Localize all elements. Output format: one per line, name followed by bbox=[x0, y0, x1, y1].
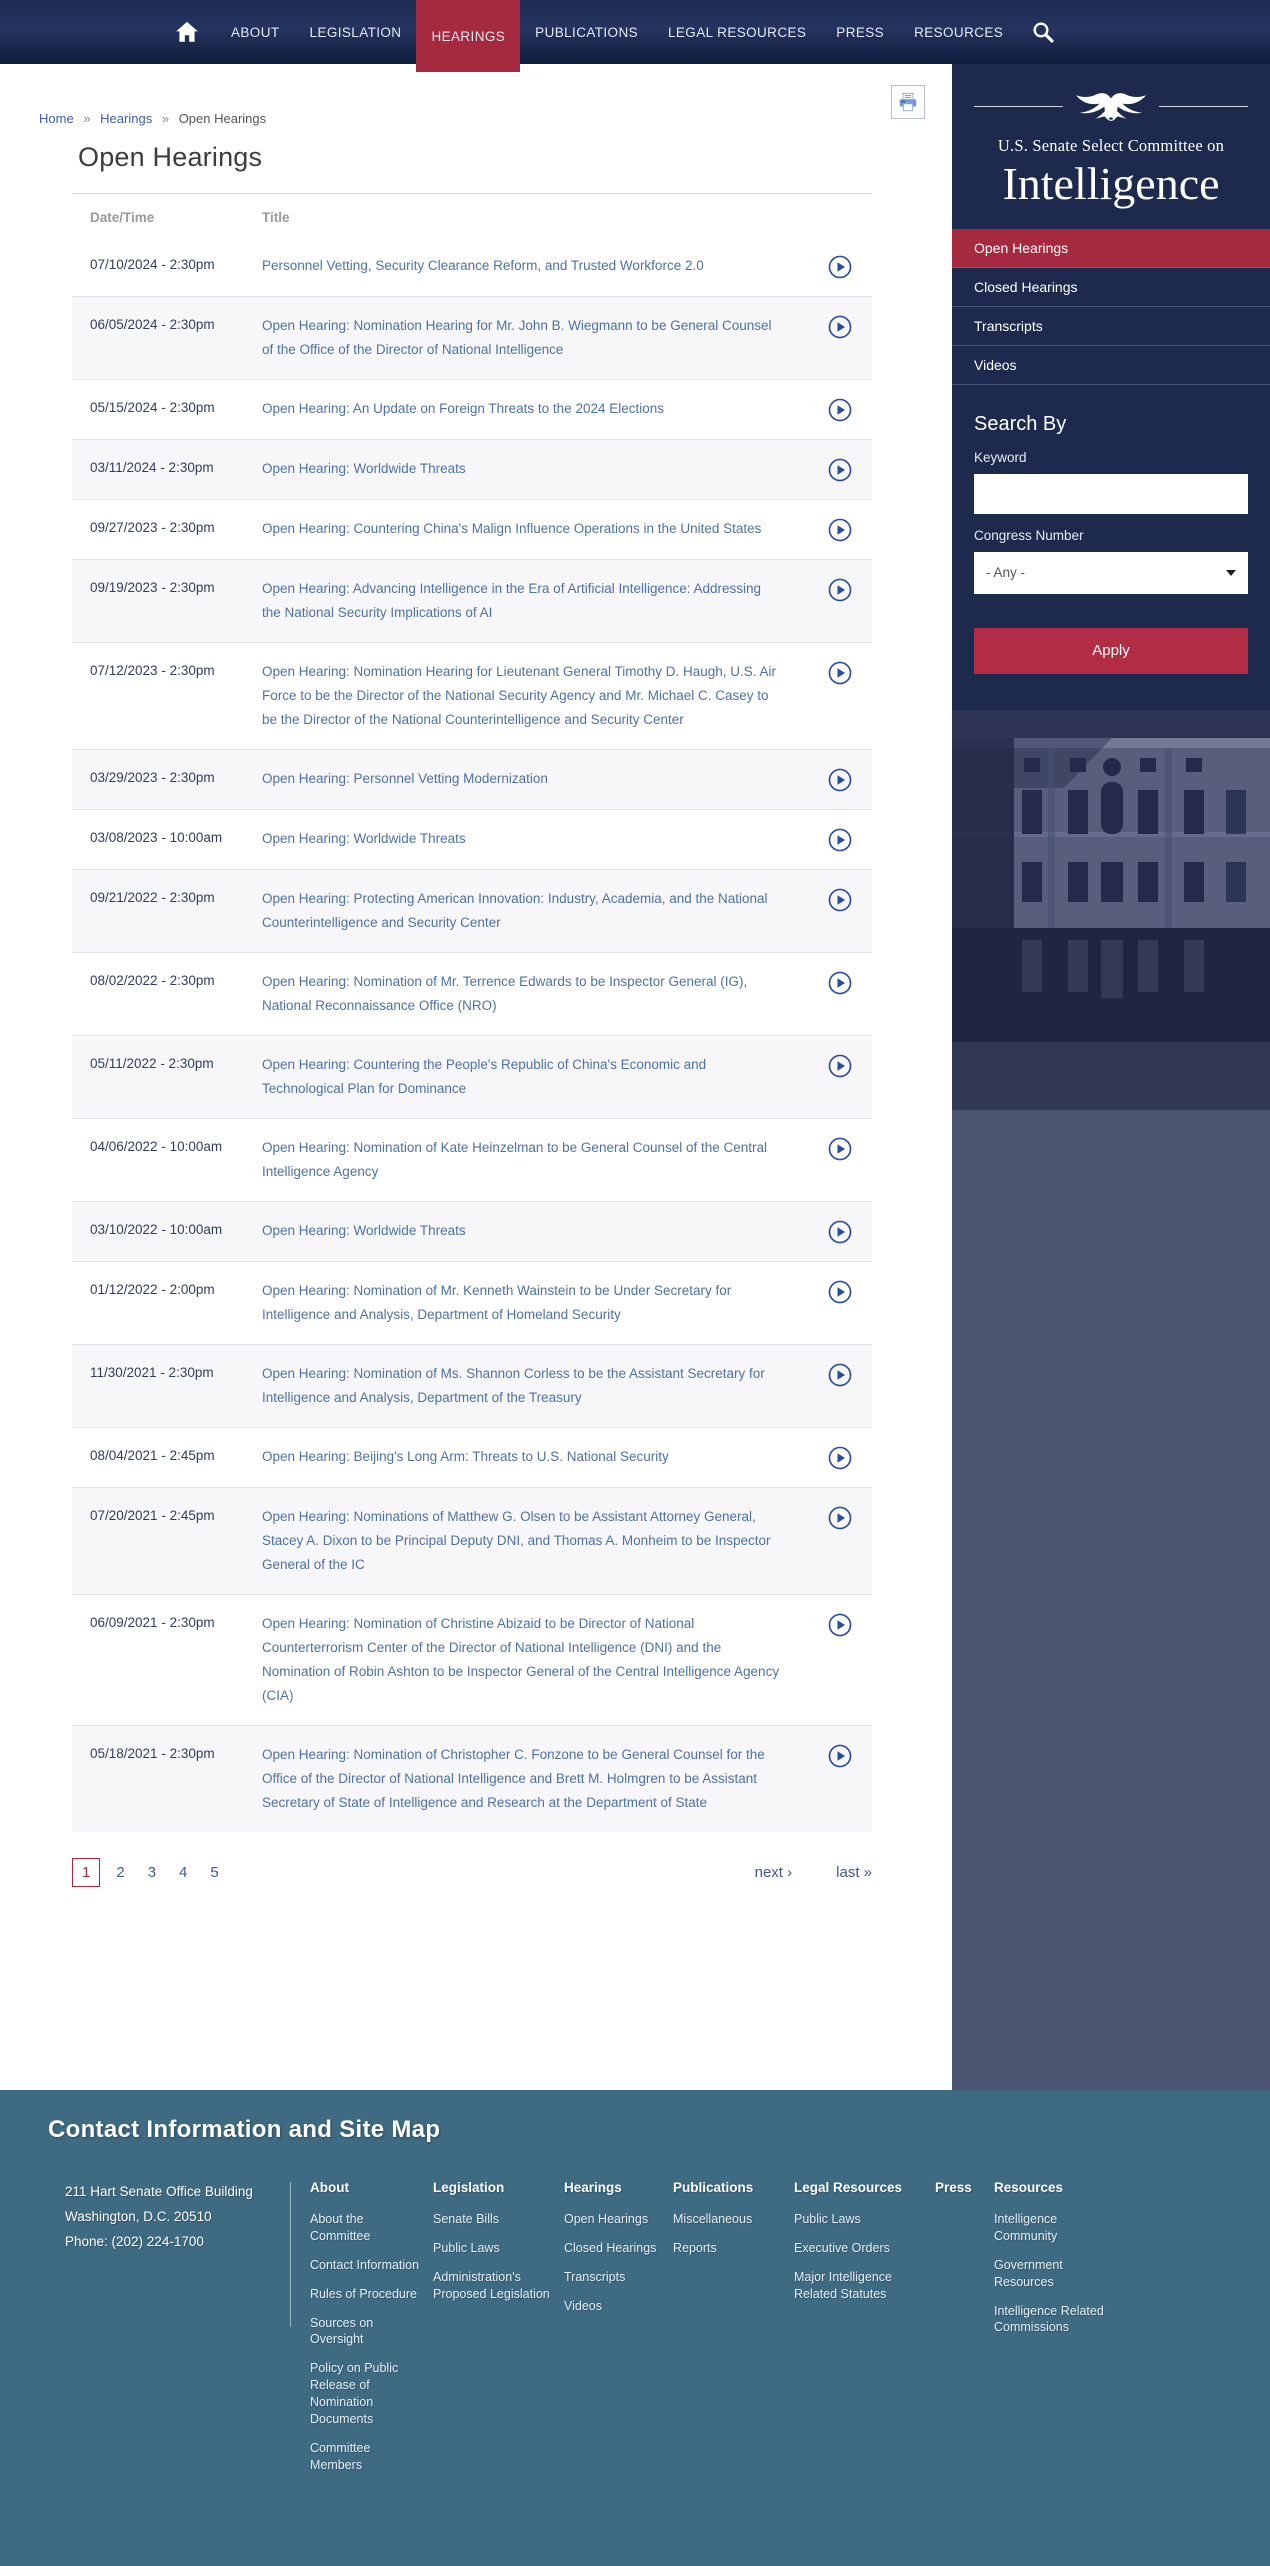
sidebar-item-videos[interactable]: Videos bbox=[952, 346, 1270, 385]
print-button[interactable] bbox=[891, 85, 925, 119]
play-cell bbox=[808, 254, 872, 279]
play-icon bbox=[828, 255, 852, 279]
footer-link-public-laws[interactable]: Public Laws bbox=[433, 2240, 500, 2255]
apply-button[interactable]: Apply bbox=[974, 628, 1248, 674]
hearing-title-link[interactable]: Open Hearing: Nomination of Mr. Terrence Edwards to be Inspector General (IG), National Reconnaissance Office (NRO) bbox=[262, 974, 748, 1014]
date-cell: 09/27/2023 - 2:30pm bbox=[90, 520, 215, 536]
sidebar bbox=[952, 64, 1270, 2090]
emblem-row bbox=[974, 88, 1248, 124]
chevron-down-icon bbox=[1226, 570, 1236, 576]
video-play-button[interactable] bbox=[828, 1220, 852, 1244]
hearing-title-link[interactable]: Open Hearing: Nomination of Kate Heinzelman to be General Counsel of the Central Intelligence Agency bbox=[262, 1140, 768, 1180]
video-play-button[interactable] bbox=[828, 1137, 852, 1161]
play-cell bbox=[808, 1053, 872, 1078]
title-cell bbox=[262, 767, 808, 791]
play-icon bbox=[828, 1280, 852, 1304]
date-cell: 05/15/2024 - 2:30pm bbox=[90, 400, 215, 416]
title-cell bbox=[262, 254, 808, 278]
footer-link-contact-information[interactable]: Contact Information bbox=[310, 2257, 420, 2272]
sidebar-item-transcripts[interactable]: Transcripts bbox=[952, 307, 1270, 346]
footer-column-title: Publications bbox=[673, 2180, 754, 2195]
date-cell: 03/08/2023 - 10:00am bbox=[90, 830, 223, 846]
video-play-button[interactable] bbox=[828, 1613, 852, 1637]
hearing-title-link[interactable]: Open Hearing: An Update on Foreign Threats to the 2024 Elections bbox=[262, 401, 665, 417]
footer-heading: Contact Information and Site Map bbox=[48, 2116, 441, 2143]
date-cell: 07/20/2021 - 2:45pm bbox=[90, 1508, 215, 1524]
date-cell: 09/21/2022 - 2:30pm bbox=[90, 890, 215, 906]
title-cell bbox=[262, 397, 808, 421]
footer-link-intelligence-community[interactable]: Intelligence Community bbox=[994, 2212, 1058, 2243]
hearing-title-link[interactable]: Open Hearing: Personnel Vetting Modernization bbox=[262, 771, 548, 787]
video-play-button[interactable] bbox=[828, 828, 852, 852]
pagination-page-5[interactable]: 5 bbox=[210, 1864, 219, 1882]
hearing-title-link[interactable]: Open Hearing: Nomination of Ms. Shannon Corless to be the Assistant Secretary for Intelligence and Analysis, Department of the Treasury bbox=[262, 1366, 765, 1406]
play-cell bbox=[808, 1505, 872, 1530]
play-cell bbox=[808, 517, 872, 542]
video-play-button[interactable] bbox=[828, 1506, 852, 1530]
play-icon bbox=[828, 1137, 852, 1161]
title-cell bbox=[262, 1743, 808, 1815]
date-cell: 09/19/2023 - 2:30pm bbox=[90, 580, 215, 596]
play-icon bbox=[828, 1363, 852, 1387]
congress-number-label: Congress Number bbox=[974, 527, 1084, 543]
congress-number-select[interactable] bbox=[974, 552, 1248, 594]
footer-link-government-resources[interactable]: Government Resources bbox=[994, 2257, 1063, 2289]
footer-link-executive-orders[interactable]: Executive Orders bbox=[794, 2240, 890, 2255]
play-icon bbox=[828, 1506, 852, 1530]
home-button[interactable] bbox=[158, 0, 216, 64]
footer-link-administration-s-proposed-legislation[interactable]: Administration's Proposed Legislation bbox=[433, 2269, 550, 2301]
table-row bbox=[72, 439, 872, 499]
nav-item-about[interactable]: ABOUT bbox=[231, 24, 280, 40]
date-cell: 03/10/2022 - 10:00am bbox=[90, 1222, 223, 1238]
table-row bbox=[72, 1201, 872, 1261]
table-body bbox=[72, 237, 872, 1832]
play-cell bbox=[808, 314, 872, 339]
page-title: Open Hearings bbox=[78, 142, 263, 172]
play-cell bbox=[808, 1279, 872, 1304]
table-row bbox=[72, 952, 872, 1035]
table-row bbox=[72, 379, 872, 439]
hearing-title-link[interactable]: Open Hearing: Worldwide Threats bbox=[262, 461, 466, 477]
brand-line2: Intelligence bbox=[1002, 158, 1220, 209]
video-play-button[interactable] bbox=[828, 661, 852, 685]
footer-column-hearings bbox=[564, 2180, 660, 2486]
play-icon bbox=[828, 1220, 852, 1244]
nav-search-button[interactable] bbox=[1018, 0, 1068, 64]
video-play-button[interactable] bbox=[828, 578, 852, 602]
hearing-title-link[interactable]: Open Hearing: Nomination of Christine Abizaid to be Director of National Counterterrorism Center of the Director of National Intelligence (DNI) and the Nomination of Robin Ashton to be Inspector General of the Central Intelligence Agency (CIA) bbox=[262, 1616, 780, 1704]
table-row bbox=[72, 1427, 872, 1487]
play-cell bbox=[808, 827, 872, 852]
title-cell bbox=[262, 577, 808, 625]
date-cell: 06/05/2024 - 2:30pm bbox=[90, 317, 215, 332]
play-icon bbox=[828, 971, 852, 995]
address-line: Phone: (202) 224-1700 bbox=[65, 2233, 204, 2249]
footer-link-committee-members[interactable]: Committee Members bbox=[310, 2440, 371, 2472]
video-play-button[interactable] bbox=[828, 1363, 852, 1387]
video-play-button[interactable] bbox=[828, 1744, 852, 1768]
hearing-title-link[interactable]: Open Hearing: Countering the People's Republic of China's Economic and Technological Plan for Dominance bbox=[262, 1057, 707, 1097]
play-icon bbox=[828, 1054, 852, 1078]
pagination-last-link[interactable]: last » bbox=[836, 1864, 872, 1882]
main-content bbox=[0, 64, 952, 2090]
play-icon bbox=[828, 458, 852, 482]
play-icon bbox=[828, 1446, 852, 1470]
emblem-rule-left bbox=[974, 106, 1063, 107]
pagination-next-link[interactable]: next › bbox=[754, 1864, 793, 1882]
breadcrumb-separator: » bbox=[83, 111, 91, 126]
video-play-button[interactable] bbox=[828, 518, 852, 542]
play-cell bbox=[808, 1445, 872, 1470]
footer-divider bbox=[290, 2182, 291, 2327]
play-icon bbox=[828, 315, 852, 339]
title-cell bbox=[262, 660, 808, 732]
pagination-pages bbox=[116, 1864, 241, 1881]
title-cell bbox=[262, 517, 808, 541]
sidebar-nav bbox=[952, 229, 1270, 385]
footer-columns-row bbox=[0, 2144, 1270, 2486]
play-icon bbox=[828, 578, 852, 602]
play-cell bbox=[808, 887, 872, 912]
emblem-rule-right bbox=[1159, 106, 1248, 107]
hearing-title-link[interactable]: Open Hearing: Nomination Hearing for Mr. John B. Wiegmann to be General Counsel of the Office of the Director of National Intelligence bbox=[262, 318, 772, 358]
top-navigation bbox=[0, 0, 1270, 64]
title-cell bbox=[262, 827, 808, 851]
footer-column-publications bbox=[673, 2180, 781, 2486]
footer-link-senate-bills[interactable]: Senate Bills bbox=[433, 2212, 500, 2226]
footer-column-legal-resources bbox=[794, 2180, 922, 2486]
title-cell bbox=[262, 970, 808, 1018]
printer-icon bbox=[897, 91, 919, 113]
video-play-button[interactable] bbox=[828, 888, 852, 912]
play-icon bbox=[828, 768, 852, 792]
play-cell bbox=[808, 1219, 872, 1244]
hearing-title-link[interactable]: Open Hearing: Beijing's Long Arm: Threats to U.S. National Security bbox=[262, 1449, 669, 1465]
pagination bbox=[72, 1858, 872, 1887]
date-cell: 03/29/2023 - 2:30pm bbox=[90, 770, 215, 786]
table-row bbox=[72, 296, 872, 379]
video-play-button[interactable] bbox=[828, 315, 852, 339]
play-icon bbox=[828, 518, 852, 542]
video-play-button[interactable] bbox=[828, 255, 852, 279]
table-row bbox=[72, 1261, 872, 1344]
breadcrumb-hearings-link[interactable]: Hearings bbox=[100, 111, 153, 126]
search-icon bbox=[1031, 20, 1055, 44]
date-cell: 04/06/2022 - 10:00am bbox=[90, 1139, 223, 1155]
play-cell bbox=[808, 660, 872, 685]
title-cell bbox=[262, 1505, 808, 1577]
nav-item-hearings[interactable]: HEARINGS bbox=[416, 0, 520, 72]
footer-link-rules-of-procedure[interactable]: Rules of Procedure bbox=[310, 2286, 418, 2301]
title-cell bbox=[262, 314, 808, 362]
video-play-button[interactable] bbox=[828, 1054, 852, 1078]
keyword-label: Keyword bbox=[974, 449, 1027, 465]
footer-link-transcripts[interactable]: Transcripts bbox=[564, 2269, 626, 2284]
pagination-current-page: 1 bbox=[72, 1858, 100, 1887]
footer-column-title: Legal Resources bbox=[794, 2180, 903, 2195]
table-row bbox=[72, 749, 872, 809]
footer-link-closed-hearings[interactable]: Closed Hearings bbox=[564, 2240, 657, 2255]
breadcrumb-current: Open Hearings bbox=[178, 111, 267, 126]
title-cell bbox=[262, 1219, 808, 1243]
pagination-page-3[interactable]: 3 bbox=[147, 1864, 157, 1882]
sidebar-item-open-hearings[interactable]: Open Hearings bbox=[952, 229, 1270, 268]
play-cell bbox=[808, 457, 872, 482]
video-play-button[interactable] bbox=[828, 768, 852, 792]
title-cell bbox=[262, 1445, 808, 1469]
table-row bbox=[72, 499, 872, 559]
play-icon bbox=[828, 1744, 852, 1768]
footer-address bbox=[65, 2180, 270, 2255]
footer-column-title: About bbox=[310, 2180, 349, 2195]
title-cell bbox=[262, 1612, 808, 1708]
hearing-title-link[interactable]: Open Hearing: Advancing Intelligence in the Era of Artificial Intelligence: Addressing the National Security Implications of AI bbox=[262, 581, 762, 621]
sidebar-item-closed-hearings[interactable]: Closed Hearings bbox=[952, 268, 1270, 307]
play-icon bbox=[828, 398, 852, 422]
brand-line1: U.S. Senate Select Committee on bbox=[997, 136, 1225, 155]
column-header-title: Title bbox=[262, 210, 290, 225]
play-icon bbox=[828, 888, 852, 912]
hearing-title-link[interactable]: Open Hearing: Protecting American Innovation: Industry, Academia, and the National Counterintelligence and Security Center bbox=[262, 891, 768, 931]
hearing-title-link[interactable]: Open Hearing: Worldwide Threats bbox=[262, 831, 466, 847]
play-cell bbox=[808, 970, 872, 995]
table-row bbox=[72, 809, 872, 869]
pagination-page-2[interactable]: 2 bbox=[116, 1864, 125, 1882]
footer-column-about bbox=[310, 2180, 420, 2486]
footer-column-title: Resources bbox=[994, 2180, 1064, 2195]
video-play-button[interactable] bbox=[828, 458, 852, 482]
table-row bbox=[72, 869, 872, 952]
date-cell: 05/18/2021 - 2:30pm bbox=[90, 1746, 215, 1762]
keyword-input[interactable] bbox=[974, 474, 1248, 514]
play-cell bbox=[808, 1136, 872, 1161]
footer-link-videos[interactable]: Videos bbox=[564, 2298, 602, 2313]
play-icon bbox=[828, 1613, 852, 1637]
hearing-title-link[interactable]: Personnel Vetting, Security Clearance Reform, and Trusted Workforce 2.0 bbox=[262, 258, 704, 273]
footer-column-title: Press bbox=[935, 2180, 972, 2195]
footer-link-about-the-committee[interactable]: About the Committee bbox=[310, 2212, 371, 2243]
table-row bbox=[72, 1344, 872, 1427]
pagination-page-4[interactable]: 4 bbox=[179, 1864, 188, 1882]
date-cell: 06/09/2021 - 2:30pm bbox=[90, 1615, 215, 1631]
hearing-title-link[interactable]: Open Hearing: Nomination Hearing for Lieutenant General Timothy D. Haugh, U.S. Air Force to be the Director of the National Security Agency and Mr. Michael C. Casey to be the Director of the National Counterintelligence and Security Center bbox=[262, 664, 777, 728]
date-cell: 11/30/2021 - 2:30pm bbox=[90, 1365, 214, 1381]
play-cell bbox=[808, 397, 872, 422]
footer-columns bbox=[310, 2180, 1117, 2486]
date-cell: 07/12/2023 - 2:30pm bbox=[90, 663, 215, 679]
hearing-title-link[interactable]: Open Hearing: Worldwide Threats bbox=[262, 1223, 466, 1239]
breadcrumb bbox=[0, 64, 952, 126]
congress-select-value: - Any - bbox=[986, 565, 1026, 581]
search-by-heading: Search By bbox=[974, 412, 1067, 435]
table-row bbox=[72, 1487, 872, 1594]
hearing-title-link[interactable]: Open Hearing: Nominations of Matthew G. Olsen to be Assistant Attorney General, Stacey A. Dixon to be Principal Deputy DNI, and Thomas A. Monheim to be Inspector General of the IC bbox=[262, 1509, 771, 1573]
eagle-emblem-icon bbox=[1073, 88, 1149, 124]
footer-column-press bbox=[935, 2180, 981, 2486]
play-cell bbox=[808, 1362, 872, 1387]
address-line: 211 Hart Senate Office Building bbox=[65, 2184, 253, 2199]
footer-link-policy-on-public-release-of-nomination-documents[interactable]: Policy on Public Release of Nomination Documents bbox=[310, 2361, 399, 2426]
date-cell: 07/10/2024 - 2:30pm bbox=[90, 257, 215, 272]
footer-column-title: Hearings bbox=[564, 2180, 622, 2195]
title-cell bbox=[262, 457, 808, 481]
table-row bbox=[72, 1035, 872, 1118]
footer-link-open-hearings[interactable]: Open Hearings bbox=[564, 2212, 649, 2226]
footer-column-legislation bbox=[433, 2180, 551, 2486]
play-cell bbox=[808, 767, 872, 792]
title-cell bbox=[262, 1136, 808, 1184]
home-icon bbox=[174, 19, 200, 45]
footer-link-major-intelligence-related-statutes[interactable]: Major Intelligence Related Statutes bbox=[794, 2269, 892, 2301]
hearing-title-link[interactable]: Open Hearing: Nomination of Christopher C. Fonzone to be General Counsel for the Office of the Director of National Intelligence and Brett M. Holmgren to be Assistant Secretary of State of Intelligence and Research at the Department of State bbox=[262, 1747, 765, 1811]
date-cell: 08/02/2022 - 2:30pm bbox=[90, 973, 215, 989]
committee-brand bbox=[952, 64, 1270, 229]
video-play-button[interactable] bbox=[828, 1280, 852, 1304]
main-nav bbox=[216, 0, 1018, 72]
footer-link-intelligence-related-commissions[interactable]: Intelligence Related Commissions bbox=[994, 2303, 1104, 2335]
table-row bbox=[72, 1725, 872, 1832]
play-cell bbox=[808, 1612, 872, 1637]
date-cell: 01/12/2022 - 2:00pm bbox=[90, 1282, 215, 1298]
video-play-button[interactable] bbox=[828, 971, 852, 995]
hearing-title-link[interactable]: Open Hearing: Nomination of Mr. Kenneth Wainstein to be Under Secretary for Intelligence and Analysis, Department of Homeland Security bbox=[262, 1283, 732, 1323]
footer-link-reports[interactable]: Reports bbox=[673, 2240, 717, 2255]
building-photo bbox=[952, 710, 1270, 1110]
footer-link-sources-on-oversight[interactable]: Sources on Oversight bbox=[310, 2315, 374, 2347]
nav-item-publications[interactable]: PUBLICATIONS bbox=[535, 24, 638, 40]
title-cell bbox=[262, 1362, 808, 1410]
title-cell bbox=[262, 1279, 808, 1327]
title-cell bbox=[262, 1053, 808, 1101]
hearing-title-link[interactable]: Open Hearing: Countering China's Malign Influence Operations in the United States bbox=[262, 521, 762, 537]
hearings-table bbox=[72, 193, 872, 1832]
play-icon bbox=[828, 828, 852, 852]
table-header-row bbox=[72, 194, 872, 237]
video-play-button[interactable] bbox=[828, 398, 852, 422]
footer-column-resources bbox=[994, 2180, 1104, 2486]
table-row bbox=[72, 1118, 872, 1201]
footer-column-title: Legislation bbox=[433, 2180, 505, 2195]
table-row bbox=[72, 1594, 872, 1725]
video-play-button[interactable] bbox=[828, 1446, 852, 1470]
footer-link-public-laws[interactable]: Public Laws bbox=[794, 2212, 861, 2226]
footer-link-miscellaneous[interactable]: Miscellaneous bbox=[673, 2212, 753, 2226]
play-icon bbox=[828, 661, 852, 685]
breadcrumb-separator: » bbox=[161, 111, 170, 126]
title-cell bbox=[262, 887, 808, 935]
nav-item-press[interactable]: PRESS bbox=[836, 24, 885, 40]
address-line: Washington, D.C. 20510 bbox=[65, 2208, 212, 2224]
nav-item-legislation[interactable]: LEGISLATION bbox=[309, 24, 402, 40]
breadcrumb-home-link[interactable]: Home bbox=[39, 111, 74, 126]
play-cell bbox=[808, 577, 872, 602]
date-cell: 03/11/2024 - 2:30pm bbox=[90, 460, 214, 476]
column-header-date: Date/Time bbox=[90, 210, 155, 225]
footer bbox=[0, 2090, 1270, 2566]
nav-item-legal-resources[interactable]: LEGAL RESOURCES bbox=[668, 24, 807, 40]
table-row bbox=[72, 237, 872, 296]
search-panel bbox=[952, 385, 1270, 710]
date-cell: 05/11/2022 - 2:30pm bbox=[90, 1056, 214, 1072]
table-row bbox=[72, 559, 872, 642]
play-cell bbox=[808, 1743, 872, 1768]
table-row bbox=[72, 642, 872, 749]
nav-item-resources[interactable]: RESOURCES bbox=[914, 24, 1004, 40]
date-cell: 08/04/2021 - 2:45pm bbox=[90, 1448, 215, 1464]
